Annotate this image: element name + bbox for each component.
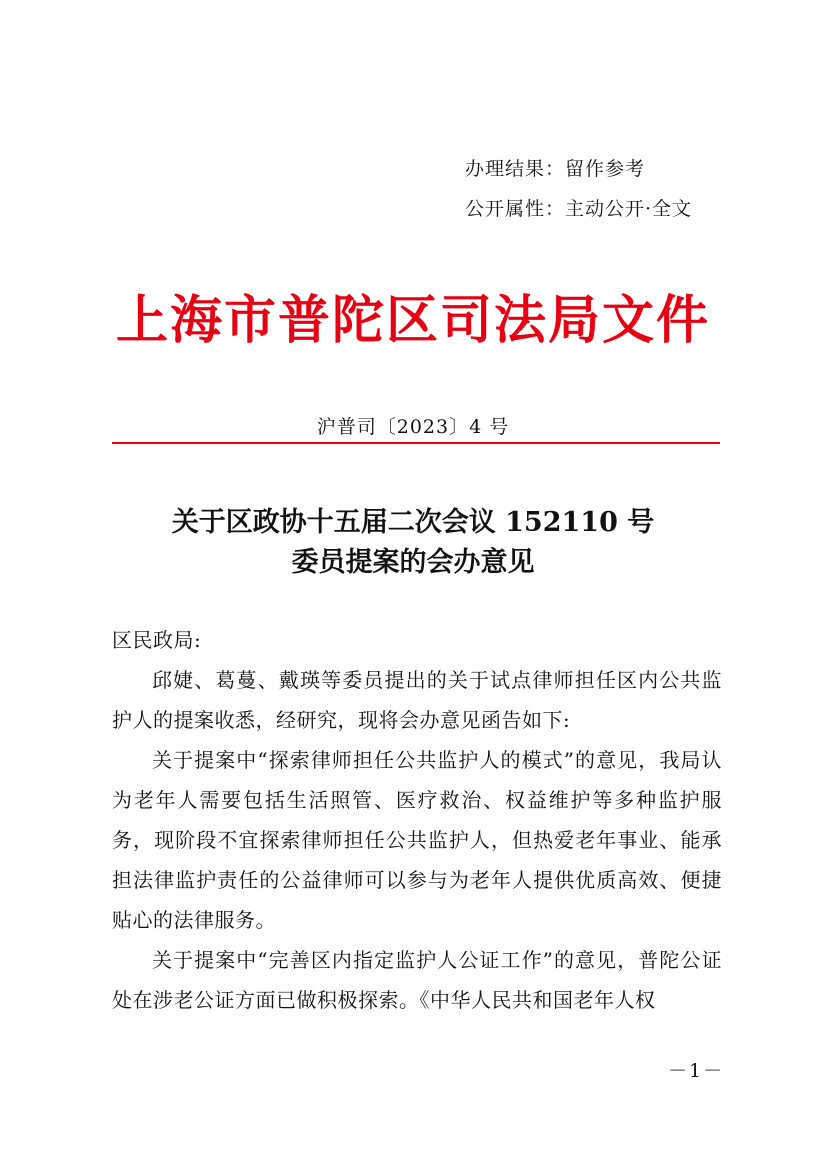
disclosure-attribute: 公开属性：主动公开·全文: [465, 198, 693, 220]
page-number: －1－: [668, 1060, 725, 1082]
document-body: [112, 620, 722, 1020]
document-title-line-1: 关于区政协十五届二次会议 152110 号: [171, 507, 655, 538]
red-separator-line: [112, 442, 720, 444]
document-title-line-2: 委员提案的会办意见: [291, 547, 535, 578]
body-paragraph-2: 关于提案中“探索律师担任公共监护人的模式”的意见，我局认为老年人需要包括生活照管、医疗救治、权益维护等多种监护服务，现阶段不宜探索律师担任公共监护人，但热爱老年事业、能承担法律监护责任的公益律师可以参与为老年人提供优质高效、便捷贴心的法律服务。: [112, 748, 722, 932]
salutation: 区民政局:: [112, 628, 202, 652]
body-paragraph-1: 邱婕、葛蔓、戴瑛等委员提出的关于试点律师担任区内公共监护人的提案收悉，经研究，现将会办意见函告如下:: [112, 668, 722, 732]
handling-result: 办理结果：留作参考: [465, 158, 646, 180]
body-paragraph-3: 关于提案中“完善区内指定监护人公证工作”的意见，普陀公证处在涉老公证方面已做积极探索。《中华人民共和国老年人权: [112, 948, 722, 1012]
issuing-authority-header: 上海市普陀区司法局文件: [115, 290, 710, 351]
document-number: 沪普司〔2023〕4 号: [316, 416, 510, 438]
